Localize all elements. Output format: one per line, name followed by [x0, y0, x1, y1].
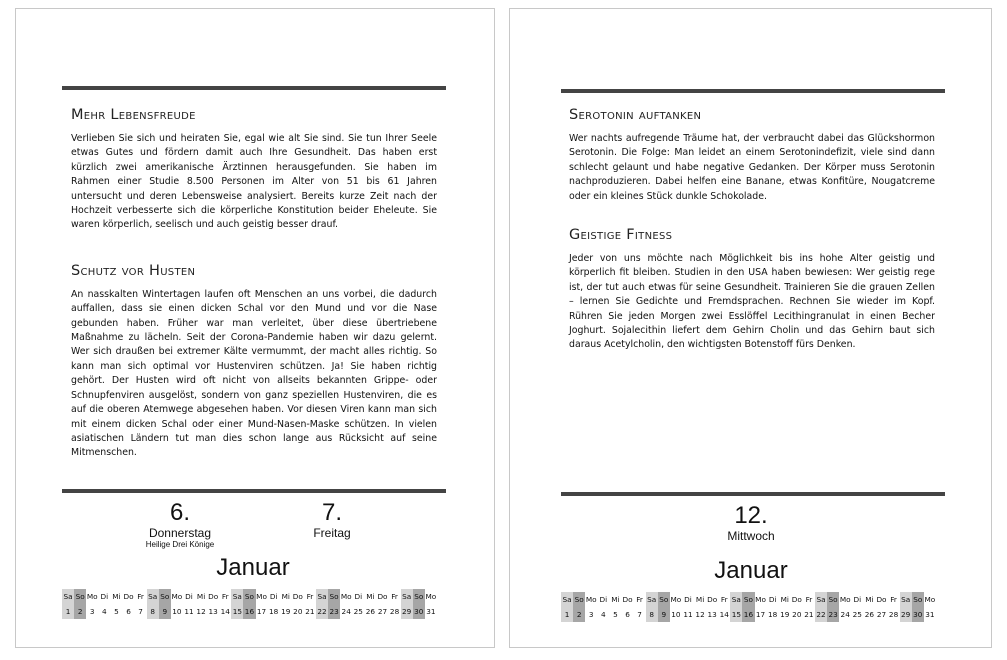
date-cell: 30 — [912, 607, 924, 622]
weekday-cell: Sa — [147, 589, 159, 604]
weekday-cell: Sa — [561, 592, 573, 607]
date-cell: 25 — [852, 610, 862, 619]
date-cell: 22 — [316, 604, 328, 619]
date-cell: 3 — [89, 607, 95, 616]
date-cell: 2 — [74, 604, 86, 619]
weekday-cell: Di — [100, 592, 109, 601]
weekday-cell: Mo — [425, 592, 437, 601]
weekday-cell: Mo — [340, 592, 352, 601]
weekday-cell: Fr — [221, 592, 229, 601]
date-cell: 23 — [827, 607, 839, 622]
date-cell: 7 — [637, 610, 642, 619]
weekday-cell: Mo — [585, 595, 597, 604]
section-text: Wer nachts aufregende Träume hat, der verbraucht dabei das Glückshormon Serotonin. Die Folge: Man leidet an einem Serotonindefizit, viele sind dann schlecht gelaunt und habe negative Gedanken. Der Körper muss Serotonin nachproduzieren. Dabei helfen eine Banane, etwas Konfitüre, Nougatcreme oder ein kleines Stück dunkle Schokolade. — [569, 133, 935, 202]
weekday-cell: Mo — [670, 595, 682, 604]
weekday-cell: Di — [684, 595, 692, 604]
weekday-cell: Di — [185, 592, 193, 601]
weekday-cell: Fr — [720, 595, 728, 604]
weekday-cell: Sa — [815, 592, 827, 607]
weekday-cell: Mi — [865, 595, 874, 604]
weekday-cell: Fr — [137, 592, 144, 601]
weekday-cell: Fr — [306, 592, 314, 601]
date-cell: 18 — [268, 607, 279, 616]
section-mehr-lebensfreude — [71, 107, 437, 233]
date-cell: 30 — [413, 604, 425, 619]
weekday-cell: Sa — [401, 589, 413, 604]
date-cell: 27 — [876, 610, 887, 619]
date-cell: 11 — [683, 610, 693, 619]
weekday-cell: Di — [269, 592, 278, 601]
weekday-cell: So — [573, 592, 585, 607]
date-cell: 31 — [925, 610, 935, 619]
date-cell: 14 — [220, 607, 230, 616]
date-cell: 2 — [573, 607, 585, 622]
section-text: Jeder von uns möchte nach Möglichkeit bis ins hohe Alter geistig und körperlich fit bleiben. Studien in den USA haben bewiesen: Wer geistig rege ist, der tut auch etwas für seine Gesundheit. Trainieren Sie die grauen Zellen – lernen Sie Gedichte und Fremdsprachen. Rechnen Sie wieder im Kopf. Rühren Sie jeden Morgen zwei Esslöffel Lecithingranulat in einen Becher Joghurt. Sojalecithin liefert dem Gehirn Cholin und das Gehirn baut sich daraus Acetylcholin, den wichtigsten Botenstoff fürs Denken. — [569, 253, 935, 351]
weekday-cell: So — [159, 589, 171, 604]
section-text: An nasskalten Wintertagen laufen oft Menschen an uns vorbei, die dadurch auffallen, dass sie einen dicken Schal vor den Mund und vor die Nase gebunden haben. Früher war man verleitet, über diese übertriebene Maßnahme zu lächeln. Seit der Corona-Pandemie haben wir dazu gelernt. Wer sich draußen bei extremer Kälte vermummt, der macht alles richtig. So kann man sich optimal vor Hustenviren schützen. Ja! Sie haben richtig gehört. Der Husten wird oft nicht von allseits bekannten Grippe- oder Schnupfenviren ausgelöst, sondern von ganz speziellen Hustenviren, die es auf die oberen Atemwege abgesehen haben. Vor diesen Viren kann man sich mit einem dicken Schal oder einer Mund-Nasen-Maske schützen. In vielen asiatischen Ländern tut man dies schon lange aus Rücksicht auf seine Mitmenschen. — [71, 288, 437, 459]
date-cell: 7 — [138, 607, 143, 616]
date-cell: 26 — [365, 607, 376, 616]
weekday-cell: Di — [354, 592, 363, 601]
month-title: Januar — [714, 557, 788, 584]
date-row — [561, 607, 936, 622]
section-heading: Schutz vor Husten — [71, 262, 196, 279]
weekday-cell: So — [243, 589, 255, 604]
weekday-cell: Mi — [611, 595, 620, 604]
date-cell: 27 — [377, 607, 388, 616]
weekday-cell: Mo — [924, 595, 936, 604]
weekday-cell: So — [742, 592, 754, 607]
day-number: 7. — [321, 499, 342, 526]
date-cell: 10 — [671, 610, 681, 619]
weekday-cell: So — [413, 589, 425, 604]
weekday-cell: Fr — [805, 595, 813, 604]
weekday-cell: Di — [768, 595, 777, 604]
section-text: Verlieben Sie sich und heiraten Sie, egal wie alt Sie sind. Sie tun Ihrer Seele etwas Gutes und fördern damit auch Ihre Gesundheit. Das haben erst kürzlich zwei amerikanische Ärztinnen herausgefunden. Sie haben im Rahmen einer Studie 8.500 Personen im Alter von 51 bis 61 Jahren untersucht und deren Lebensweise analysiert. Bereits kurze Zeit nach der Hochzeit verbesserte sich die körperliche Konstitution beider Eheleute. Sie waren körperlich, seelisch und auch geistig besser drauf. — [71, 133, 437, 231]
date-cell: 12 — [695, 610, 705, 619]
top-rule — [62, 86, 446, 90]
date-cell: 20 — [792, 610, 802, 619]
date-cell: 9 — [159, 604, 171, 619]
date-cell: 22 — [815, 607, 827, 622]
weekday-cell: Do — [123, 592, 134, 601]
month-day-strip — [62, 589, 437, 619]
section-heading: Serotonin auftanken — [569, 107, 702, 123]
day-number: 12. — [734, 502, 768, 529]
section-heading: Geistige Fitness — [569, 227, 673, 244]
date-cell: 4 — [102, 607, 107, 616]
weekday-cell: Mi — [695, 595, 705, 604]
weekday-cell: Sa — [900, 592, 912, 607]
day-name: Freitag — [313, 526, 351, 540]
weekday-cell: Mi — [112, 592, 121, 601]
weekday-cell: Mi — [366, 592, 375, 601]
weekday-cell: Sa — [62, 589, 74, 604]
weekday-cell: Sa — [646, 592, 658, 607]
weekday-cell: Do — [622, 595, 633, 604]
weekday-cell: Di — [599, 595, 608, 604]
day-name: Donnerstag — [148, 526, 212, 540]
date-cell: 12 — [196, 607, 206, 616]
date-cell: 3 — [588, 610, 594, 619]
section-heading: Mehr Lebensfreude — [71, 107, 196, 123]
month-day-strip — [561, 592, 936, 622]
weekday-cell: Mo — [839, 595, 851, 604]
date-cell: 28 — [389, 607, 400, 616]
date-cell: 14 — [719, 610, 729, 619]
day-block-thursday — [130, 500, 230, 550]
section-geistige-fitness — [569, 227, 935, 353]
weekday-cell: Do — [707, 595, 718, 604]
weekday-cell: Sa — [231, 589, 243, 604]
day-block-wednesday — [701, 503, 801, 543]
date-cell: 18 — [767, 610, 778, 619]
date-cell: 16 — [742, 607, 754, 622]
date-cell: 13 — [208, 607, 218, 616]
date-cell: 5 — [613, 610, 618, 619]
date-cell: 24 — [341, 607, 351, 616]
date-cell: 8 — [646, 607, 658, 622]
weekday-cell: Mo — [256, 592, 267, 601]
date-cell: 1 — [561, 607, 573, 622]
date-cell: 24 — [840, 610, 850, 619]
bottom-rule — [62, 489, 446, 493]
date-cell: 16 — [243, 604, 255, 619]
weekday-cell: Di — [853, 595, 862, 604]
date-cell: 29 — [900, 607, 912, 622]
weekday-cell: Fr — [890, 595, 897, 604]
weekday-cell: So — [74, 589, 86, 604]
date-cell: 13 — [707, 610, 717, 619]
weekday-row — [62, 589, 437, 604]
date-cell: 19 — [780, 610, 790, 619]
weekday-cell: Mi — [196, 592, 206, 601]
date-cell: 28 — [888, 610, 899, 619]
date-cell: 21 — [804, 610, 814, 619]
left-content — [71, 107, 437, 461]
date-cell: 19 — [281, 607, 291, 616]
weekday-cell: So — [658, 592, 670, 607]
weekday-cell: Fr — [391, 592, 398, 601]
date-cell: 11 — [184, 607, 194, 616]
date-cell: 15 — [231, 604, 243, 619]
weekday-row — [561, 592, 936, 607]
weekday-cell: Sa — [316, 589, 328, 604]
weekday-cell: Mo — [86, 592, 98, 601]
section-schutz-vor-husten — [71, 263, 437, 461]
weekday-cell: Mo — [755, 595, 766, 604]
weekday-cell: Fr — [636, 595, 643, 604]
weekday-cell: Mi — [780, 595, 789, 604]
date-cell: 17 — [256, 607, 267, 616]
right-calendar-page — [509, 8, 992, 648]
date-cell: 17 — [755, 610, 766, 619]
date-cell: 31 — [426, 607, 436, 616]
left-calendar-page — [15, 8, 495, 648]
date-cell: 6 — [126, 607, 131, 616]
date-cell: 25 — [353, 607, 363, 616]
bottom-rule — [561, 492, 945, 496]
weekday-cell: So — [328, 589, 340, 604]
date-row — [62, 604, 437, 619]
weekday-cell: Do — [292, 592, 303, 601]
day-name: Mittwoch — [727, 529, 775, 543]
weekday-cell: Do — [377, 592, 388, 601]
weekday-cell: Sa — [730, 592, 742, 607]
date-cell: 15 — [730, 607, 742, 622]
weekday-cell: Do — [791, 595, 802, 604]
weekday-cell: Mo — [171, 592, 183, 601]
date-cell: 1 — [62, 604, 74, 619]
day-block-friday — [282, 500, 382, 540]
date-cell: 23 — [328, 604, 340, 619]
right-content — [569, 107, 935, 353]
weekday-cell: So — [912, 592, 924, 607]
date-cell: 9 — [658, 607, 670, 622]
holiday-label: Heilige Drei Könige — [145, 540, 215, 549]
weekday-cell: Mi — [281, 592, 290, 601]
weekday-cell: Do — [208, 592, 219, 601]
date-cell: 6 — [625, 610, 630, 619]
date-cell: 26 — [864, 610, 875, 619]
date-cell: 21 — [305, 607, 315, 616]
weekday-cell: So — [827, 592, 839, 607]
date-cell: 5 — [114, 607, 119, 616]
section-serotonin-auftanken — [569, 107, 935, 204]
weekday-cell: Do — [876, 595, 887, 604]
day-number: 6. — [169, 499, 190, 526]
top-rule — [561, 89, 945, 93]
date-cell: 10 — [172, 607, 182, 616]
date-cell: 29 — [401, 604, 413, 619]
date-cell: 4 — [601, 610, 606, 619]
month-title: Januar — [216, 554, 290, 581]
date-cell: 20 — [293, 607, 303, 616]
date-cell: 8 — [147, 604, 159, 619]
